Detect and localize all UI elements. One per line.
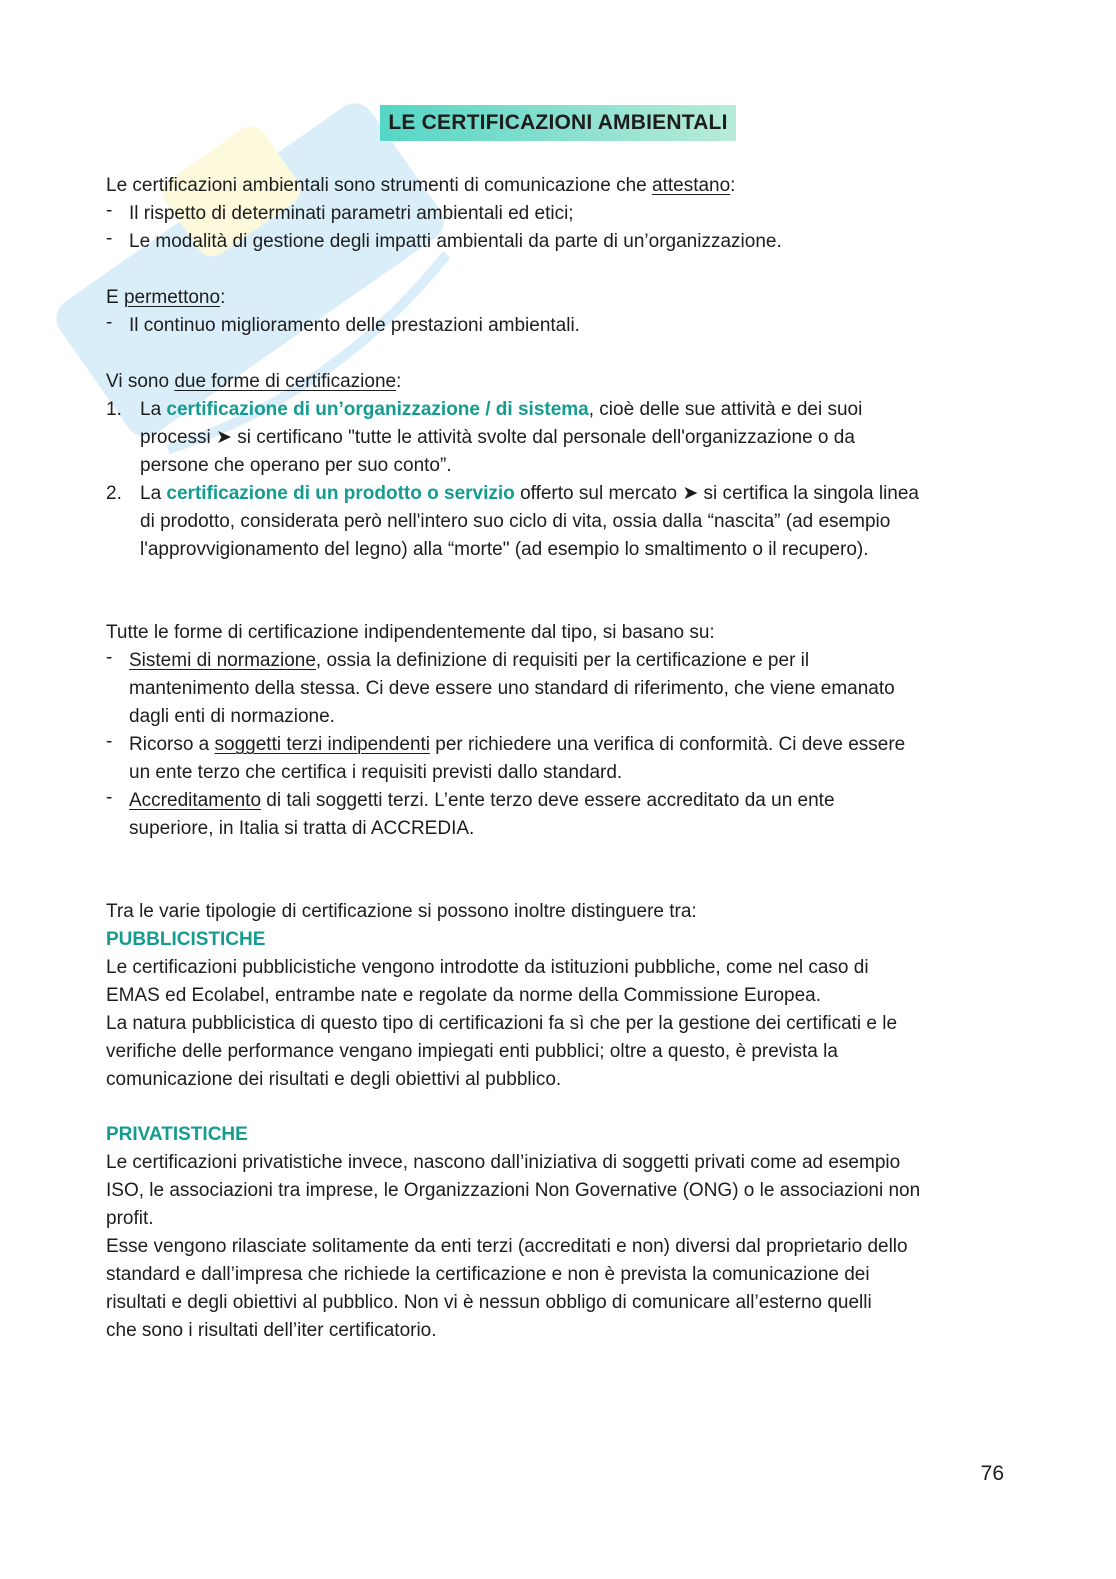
numbered-item-1 [106,396,1006,480]
numbered-item-2 [106,480,1006,564]
forme-underlined: due forme di certificazione [174,371,397,392]
permettono-colon: : [220,287,226,308]
permettono-section [106,284,1006,340]
list-item [106,787,1006,843]
item-bold: certificazione di un prodotto o servizio [166,483,515,504]
intro-lead [106,172,1006,200]
paragraph-line: Le certificazioni privatistiche invece, nascono dall’iniziativa di soggetti privati come ad esempio [106,1152,901,1173]
list-item: - Il rispetto di determinati parametri ambientali ed etici; [106,200,1006,228]
list-item: - Le modalità di gestione degli impatti ambientali da parte di un’organizzazione. [106,228,1006,256]
forme-colon: : [396,371,402,392]
item-line: superiore, in Italia si tratta di ACCREDIA. [129,818,475,839]
item-pre: La [140,399,167,420]
item-number: 1. [106,399,122,420]
paragraph-line: Esse vengono rilasciate solitamente da enti terzi (accreditati e non) diversi dal proprietario dello [106,1236,908,1257]
permettono-prefix: E [106,287,124,308]
intro-underlined: attestano [652,175,731,196]
paragraph-line: risultati e degli obiettivi al pubblico. Non vi è nessun obbligo di comunicare all’esterno quelli [106,1292,872,1313]
paragraph-line: comunicazione dei risultati e degli obiettivi al pubblico. [106,1069,562,1090]
paragraph-line: ISO, le associazioni tra imprese, le Organizzazioni Non Governative (ONG) o le associazioni non [106,1180,921,1201]
list-item: - Il continuo miglioramento delle prestazioni ambientali. [106,312,1006,340]
item-rest: , cioè delle sue attività e dei suoi [588,399,863,420]
paragraph-line: che sono i risultati dell’iter certificatorio. [106,1320,437,1341]
page-number: 76 [980,1462,1004,1485]
intro-section [106,172,1006,256]
list-item [106,647,1006,731]
item-line: mantenimento della stessa. Ci deve essere uno standard di riferimento, che viene emanato [129,678,895,699]
privatistiche-section [106,1121,1006,1345]
item-rest: , ossia la definizione di requisiti per la certificazione e per il [315,650,810,671]
item-rest: offerto sul mercato ➤ si certifica la singola linea [514,483,919,504]
section-heading-privatistiche: PRIVATISTICHE [106,1124,248,1145]
paragraph-line: Le certificazioni pubblicistiche vengono introdotte da istituzioni pubbliche, come nel caso di [106,957,869,978]
basi-section [106,619,1006,843]
intro-text: Le certificazioni ambientali sono strumenti di comunicazione che [106,175,652,196]
item-line: processi ➤ si certificano "tutte le attività svolte dal personale dell'organizzazione o da [140,427,855,448]
item-rest: per richiedere una verifica di conformità. Ci deve essere [430,734,906,755]
list-item [106,731,1006,787]
item-pre: Ricorso a [129,734,215,755]
item-underlined: soggetti terzi indipendenti [214,734,431,755]
title-container [0,105,1116,141]
forme-lead [106,368,1006,396]
basi-lead: Tutte le forme di certificazione indipendentemente dal tipo, si basano su: [106,622,715,643]
page-title: LE CERTIFICAZIONI AMBIENTALI [380,105,735,141]
item-line: persone che operano per suo conto”. [140,455,452,476]
item-line: l'approvvigionamento del legno) alla “morte" (ad esempio lo smaltimento o il recupero). [140,539,869,560]
item-bold: certificazione di un’organizzazione / di sistema [166,399,589,420]
intro-colon: : [730,175,736,196]
paragraph-line: La natura pubblicistica di questo tipo di certificazioni fa sì che per la gestione dei certificati e le [106,1013,898,1034]
item-line: di prodotto, considerata però nell'intero suo ciclo di vita, ossia dalla “nascita” (ad esempio [140,511,891,532]
permettono-lead [106,284,1006,312]
tipologie-section [106,898,1006,1094]
paragraph-line: profit. [106,1208,154,1229]
forme-section [106,368,1006,564]
paragraph-line: standard e dall’impresa che richiede la certificazione e non è prevista la comunicazione dei [106,1264,870,1285]
tipologie-lead: Tra le varie tipologie di certificazione si possono inoltre distinguere tra: [106,901,697,922]
forme-prefix: Vi sono [106,371,175,392]
permettono-underlined: permettono [123,287,221,308]
paragraph-line: EMAS ed Ecolabel, entrambe nate e regolate da norme della Commissione Europea. [106,985,822,1006]
item-underlined: Sistemi di normazione [129,650,316,671]
section-heading-pubblicistiche: PUBBLICISTICHE [106,929,266,950]
item-pre: La [140,483,167,504]
item-underlined: Accreditamento [129,790,262,811]
item-number: 2. [106,483,122,504]
item-line: dagli enti di normazione. [129,706,335,727]
item-line: un ente terzo che certifica i requisiti previsti dallo standard. [129,762,623,783]
paragraph-line: verifiche delle performance vengano impiegati enti pubblici; oltre a questo, è prevista la [106,1041,838,1062]
item-rest: di tali soggetti terzi. L’ente terzo deve essere accreditato da un ente [261,790,835,811]
